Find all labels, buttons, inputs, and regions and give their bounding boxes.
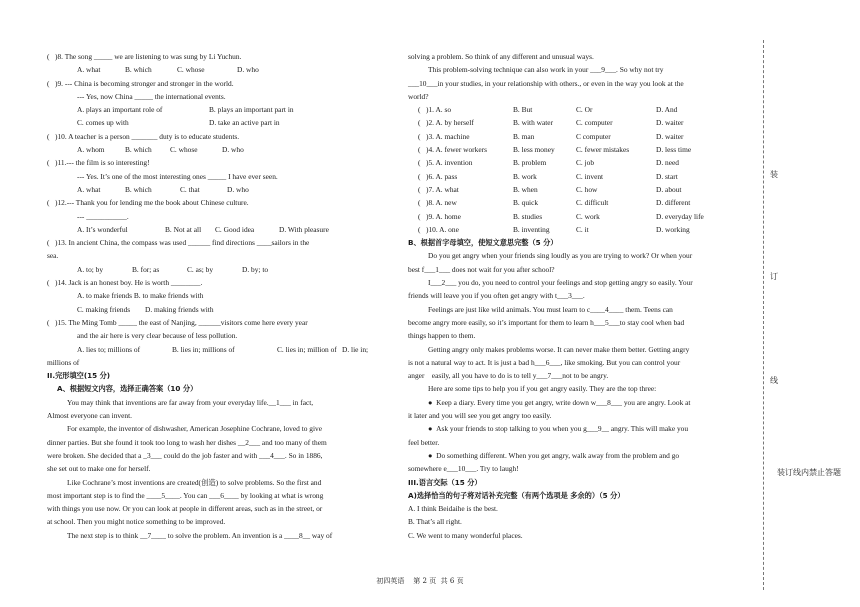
option-a: A. what — [77, 65, 101, 75]
text-line-b4c: anger easily, all you have to do is to tell y___7___not to be angry. — [408, 371, 609, 381]
binding-note: 装订线内禁止答题 — [777, 468, 841, 477]
text-line-oc: C. We went to many wonderful places. — [408, 530, 523, 540]
choice-option: D. less time — [656, 145, 692, 155]
text-line-b8: ● Do something different. When you get angry, walk away from the problem and go — [428, 450, 680, 460]
text-line-q9b: --- Yes, now China _____ the international events. — [77, 91, 226, 101]
choice-option: B. problem — [513, 158, 547, 168]
option-b: B. lies in; millions of — [172, 344, 235, 354]
choice-row — [408, 143, 742, 156]
choice-row — [408, 223, 742, 236]
text-line-q13b: sea. — [47, 251, 59, 261]
choice-question: ( )7. A. what — [418, 184, 459, 194]
text-line-p3d: at school. Then you might notice something to be improved. — [47, 517, 226, 527]
text-line-b8b: somewhere e___10___. Try to laugh! — [408, 464, 519, 474]
text-line-ob: B. That’s all right. — [408, 517, 462, 527]
choice-option: C. fewer mistakes — [576, 145, 630, 155]
text-line-q12b: --- ___________. — [77, 211, 129, 221]
choice-option: B. with water — [513, 118, 554, 128]
option-b: B. which — [125, 65, 152, 75]
text-line-r3: ___10___in your studies, in your relationship with others., or even in the way you look at the — [408, 78, 684, 88]
choice-option: B. less money — [513, 145, 555, 155]
option-row — [47, 223, 383, 236]
text-line-b2: I___2___ you do, you need to control your feelings and stop getting angry so easily. Your — [428, 278, 693, 288]
page-footer: 初四英语 第 2 页 共 6 页 — [376, 577, 464, 585]
text-line-p3: Like Cochrane’s most inventions are created(创造) to solve problems. So the first and — [67, 477, 322, 487]
option-a: A. to make friends B. to make friends with — [77, 291, 204, 301]
text-line-secA: A、根据短文内容，选择正确答案（10 分） — [57, 384, 198, 394]
option-b: B. plays an important part in — [209, 105, 294, 115]
choice-option: D. about — [656, 184, 682, 194]
option-row — [47, 116, 383, 129]
choice-option: D. need — [656, 158, 679, 168]
option-row — [47, 343, 383, 356]
text-line-p4: The next step is to think __7____ to solve the problem. An invention is a ____8__ way of — [67, 530, 333, 540]
choice-option: B. man — [513, 131, 535, 141]
option-d: D. who — [222, 145, 244, 155]
choice-option: C computer — [576, 131, 611, 141]
option-c: C. lies in; million of — [277, 344, 337, 354]
choice-option: C. work — [576, 211, 600, 221]
choice-option: C. invent — [576, 171, 604, 181]
text-line-b3c: things happen to them. — [408, 331, 476, 341]
choice-option: D. working — [656, 224, 690, 234]
choice-option: D. start — [656, 171, 678, 181]
choice-row — [408, 156, 742, 169]
option-c: C. Good idea — [215, 224, 255, 234]
option-a: A. plays an important role of — [77, 105, 163, 115]
binding-char-ding: 订 — [770, 272, 778, 281]
choice-question: ( )4. A. fewer workers — [418, 145, 487, 155]
text-line-b4b: is not a natural way to act. It is just a bad h___6___, like smoking. But you can control your — [408, 357, 681, 367]
binding-char-xian: 线 — [770, 376, 778, 385]
option-d: D. lie in; — [342, 344, 369, 354]
option-b: B. which — [125, 184, 152, 194]
option-b: D. take an active part in — [209, 118, 280, 128]
text-line-q10: ( )10. A teacher is a person _______ duty is to educate students. — [47, 131, 240, 141]
choice-option: D. waiter — [656, 118, 684, 128]
text-line-b3b: become angry more easily, so it’s important for them to learn h___5___to stay cool when bad — [408, 317, 685, 327]
option-row — [47, 289, 383, 302]
choice-row — [408, 116, 742, 129]
text-line-b3: Feelings are just like wild animals. You must learn to c____4____ them. Teens can — [428, 304, 673, 314]
choice-option: B. But — [513, 105, 533, 115]
text-line-p2d: she set out to make one for herself. — [47, 464, 151, 474]
option-d: D. who — [227, 184, 249, 194]
option-a: A. It’s wonderful — [77, 224, 128, 234]
option-row — [47, 63, 383, 76]
text-line-r2: This problem-solving technique can also work in your ___9___. So why not try — [428, 65, 664, 75]
choice-row — [408, 103, 742, 116]
choice-question: ( )10. A. one — [418, 224, 459, 234]
option-b: D. making friends with — [145, 304, 214, 314]
choice-option: D. And — [656, 105, 678, 115]
option-d: D. With pleasure — [279, 224, 329, 234]
choice-row — [408, 183, 742, 196]
choice-option: C. Or — [576, 105, 593, 115]
text-line-b6: ● Keep a diary. Every time you get angry, write down w___8___ you are angry. Look at — [428, 397, 691, 407]
option-row — [47, 103, 383, 116]
option-b: B. Not at all — [165, 224, 202, 234]
choice-question: ( )8. A. new — [418, 198, 457, 208]
option-c: C. whose — [170, 145, 198, 155]
choice-question: ( )1. A. so — [418, 105, 452, 115]
choice-option: B. studies — [513, 211, 543, 221]
choice-question: ( )5. A. invention — [418, 158, 473, 168]
text-line-q11: ( )11.--- the film is so interesting! — [47, 158, 150, 168]
option-b: B. for; as — [132, 264, 160, 274]
option-a: C. comes up with — [77, 118, 129, 128]
option-c: C. as; by — [187, 264, 214, 274]
text-line-q12: ( )12.--- Thank you for lending me the book about Chinese culture. — [47, 198, 249, 208]
choice-option: D. different — [656, 198, 691, 208]
text-line-q14: ( )14. Jack is an honest boy. He is worth ________. — [47, 278, 203, 288]
text-line-q9: ( )9. --- China is becoming stronger and stronger in the world. — [47, 78, 234, 88]
text-line-b6b: it later and you will see you get angry too easily. — [408, 411, 552, 421]
option-b: B. which — [125, 145, 152, 155]
choice-row — [408, 196, 742, 209]
option-a: A. whom — [77, 145, 105, 155]
option-row — [47, 303, 383, 316]
text-line-p3c: with things you use now. Or you can look at people in different areas, such as in the street, or — [47, 504, 323, 514]
option-a: A. what — [77, 184, 101, 194]
text-line-b2b: friends will leave you if you often get angry with t___3___. — [408, 291, 585, 301]
text-line-b7: ● Ask your friends to stop talking to you when you g___9__ angry. This will make you — [428, 424, 689, 434]
text-line-p2c: were broken. She decided that a _3___ could do the job faster and with ___4___. So in 1886, — [47, 450, 323, 460]
choice-row — [408, 170, 742, 183]
text-line-r1: solving a problem. So think of any different and unusual ways. — [408, 52, 594, 61]
choice-option: C. computer — [576, 118, 613, 128]
option-d: D. by; to — [242, 264, 269, 274]
option-row — [47, 183, 383, 196]
option-a: C. making friends — [77, 304, 131, 314]
text-line-p1b: Almost everyone can invent. — [47, 411, 132, 421]
text-line-r4: world? — [408, 91, 429, 101]
text-line-oa: A. I think Beidaihe is the best. — [408, 504, 498, 514]
text-line-secII: II.完形填空(15 分) — [47, 371, 111, 381]
text-line-secIIIa: A)选择恰当的句子将对话补充完整（有两个选项是 多余的）（5 分） — [408, 490, 625, 500]
binding-char-zhuang: 装 — [770, 170, 778, 179]
text-line-b4: Getting angry only makes problems worse. It can never make them better. Getting angry — [428, 344, 690, 354]
choice-option: B. work — [513, 171, 537, 181]
choice-row — [408, 130, 742, 143]
text-line-q13: ( )13. In ancient China, the compass was used ______ find directions ____sailors in the — [47, 238, 310, 248]
choice-question: ( )6. A. pass — [418, 171, 458, 181]
choice-option: D. everyday life — [656, 211, 704, 221]
text-line-secIII: III.语言交际（15 分） — [408, 477, 482, 487]
text-line-b1: Do you get angry when your friends sing loudly as you are trying to work? Or when your — [428, 251, 693, 261]
option-row — [47, 263, 383, 276]
text-line-p2b: dinner parties. But she found it took too long to wash her dishes __2___ and too many of them — [47, 437, 327, 447]
text-line-b5: Here are some tips to help you if you get angry easily. They are the top three: — [428, 384, 657, 394]
choice-question: ( )9. A. home — [418, 211, 461, 221]
option-c: C. whose — [177, 65, 205, 75]
option-row — [47, 143, 383, 156]
right-column — [408, 50, 742, 542]
text-line-q15c: millions of — [47, 357, 80, 367]
option-d: D. who — [237, 65, 259, 75]
choice-question: ( )3. A. machine — [418, 131, 470, 141]
text-line-p3b: most important step is to find the ____5____. You can ___6____ by looking at what is wrong — [47, 490, 324, 500]
option-a: A. to; by — [77, 264, 104, 274]
text-line-p2: For example, the inventor of dishwasher, American Josephine Cochrane, loved to give — [67, 424, 323, 434]
text-line-b1b: best f___1___ does not wait for you after school? — [408, 264, 555, 274]
choice-option: C. job — [576, 158, 595, 168]
choice-option: C. it — [576, 224, 589, 234]
choice-question: ( )2. A. by herself — [418, 118, 474, 128]
option-c: C. that — [180, 184, 200, 194]
left-column — [47, 50, 383, 542]
choice-option: B. inventing — [513, 224, 550, 234]
choice-option: D. waiter — [656, 131, 684, 141]
text-line-q15b: and the air here is very clear because of less pollution. — [77, 331, 238, 341]
choice-option: B. when — [513, 184, 538, 194]
text-line-q15: ( )15. The Ming Tomb _____ the east of Nanjing, ______visitors come here every year — [47, 317, 308, 327]
text-line-secB: B、根据首字母填空，使短文意思完整（5 分） — [408, 238, 558, 248]
option-a: A. lies to; millions of — [77, 344, 141, 354]
choice-option: B. quick — [513, 198, 539, 208]
text-line-p1: You may think that inventions are far away from your everyday life.__1___ in fact, — [67, 397, 314, 407]
choice-row — [408, 210, 742, 223]
text-line-b7b: feel better. — [408, 437, 440, 447]
text-line-q11b: --- Yes. It’s one of the most interesting ones _____ I have ever seen. — [77, 171, 278, 181]
binding-line — [763, 40, 764, 590]
choice-option: C. how — [576, 184, 598, 194]
choice-option: C. difficult — [576, 198, 609, 208]
text-line-q8: ( )8. The song _____ we are listening to was sung by Li Yuchun. — [47, 52, 242, 61]
